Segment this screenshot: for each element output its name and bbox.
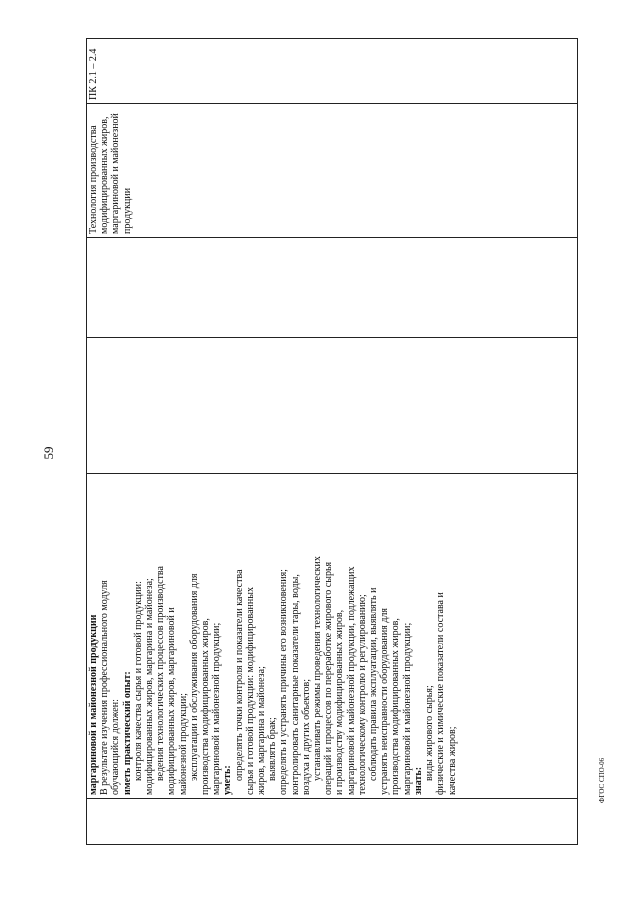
requirements-line: майонезной продукции; xyxy=(177,693,189,795)
requirements-line: жиров, маргарина и майонеза; xyxy=(256,666,268,795)
requirements-line: знать: xyxy=(412,766,424,795)
requirements-line: контролировать санитарные показатели тары, воды, xyxy=(289,574,301,795)
discipline-cell: Технология производства модифицированных жиров, маргариновой и майонезной продукции xyxy=(87,104,578,238)
requirements-line: выявлять брак; xyxy=(267,717,279,781)
requirements-line: модифицированных жиров, маргарина и майонеза; xyxy=(144,578,156,795)
requirements-cell xyxy=(87,474,578,799)
requirements-line: устанавливать режимы проведения технологических xyxy=(312,556,324,781)
table-cell-load xyxy=(87,238,578,338)
requirements-line: маргариновой и майонезной продукции, подлежащих xyxy=(345,566,357,795)
requirements-line: уметь: xyxy=(222,765,234,795)
table-row xyxy=(87,39,578,845)
page-number: 59 xyxy=(41,446,56,460)
requirements-line: В результате изучения профессионального модуля xyxy=(99,580,111,795)
requirements-line: виды жирового сырья; xyxy=(424,685,436,781)
requirements-text xyxy=(88,477,458,795)
requirements-line: определять точки контроля и показатели качества xyxy=(233,569,245,781)
requirements-line: физические и химические показатели состава и xyxy=(435,592,447,795)
document-code: ФГОС СПО-06 xyxy=(598,757,606,803)
competencies-cell: ПК 2.1 – 2.4 xyxy=(87,39,578,104)
requirements-line: маргариновой и майонезной продукции; xyxy=(401,622,413,795)
requirements-table xyxy=(86,38,578,845)
requirements-line: сырья и готовой продукции: модифицированных xyxy=(244,587,256,795)
requirements-line: устранять неисправности оборудования для xyxy=(379,607,391,795)
requirements-line: воздуха и других объектов; xyxy=(300,679,312,795)
requirements-line: иметь практический опыт: xyxy=(121,671,133,795)
requirements-line: обучающийся должен: xyxy=(110,699,122,795)
requirements-line: модифицированных жиров, маргариновой и xyxy=(166,607,178,795)
requirements-line: производства модифицированных жиров, xyxy=(390,618,402,795)
requirements-line: качества жиров; xyxy=(446,726,458,795)
requirements-line: маргариновой и майонезной продукции; xyxy=(211,622,223,795)
table-rotated-wrapper xyxy=(86,39,578,845)
requirements-line: производства модифицированных жиров, xyxy=(200,618,212,795)
table-cell-hours xyxy=(87,338,578,474)
requirements-line: технологическому контролю и регулированию; xyxy=(356,594,368,795)
requirements-line: маргариновой и майонезной продукции xyxy=(88,614,99,795)
requirements-line: определять и устранять причины его возникновения; xyxy=(278,569,290,795)
requirements-line: контроля качества сырья и готовой продукции: xyxy=(132,581,144,781)
table-cell-index xyxy=(87,799,578,845)
requirements-line: и производству модифицированных жиров, xyxy=(334,609,346,795)
requirements-line: эксплуатации и обслуживания оборудования для xyxy=(188,573,200,781)
requirements-line: операций и процессов по переработке жирового сырья xyxy=(323,561,335,795)
requirements-line: ведения технологических процессов производства xyxy=(155,566,167,781)
requirements-line: соблюдать правила эксплуатации, выявлять и xyxy=(368,587,380,781)
